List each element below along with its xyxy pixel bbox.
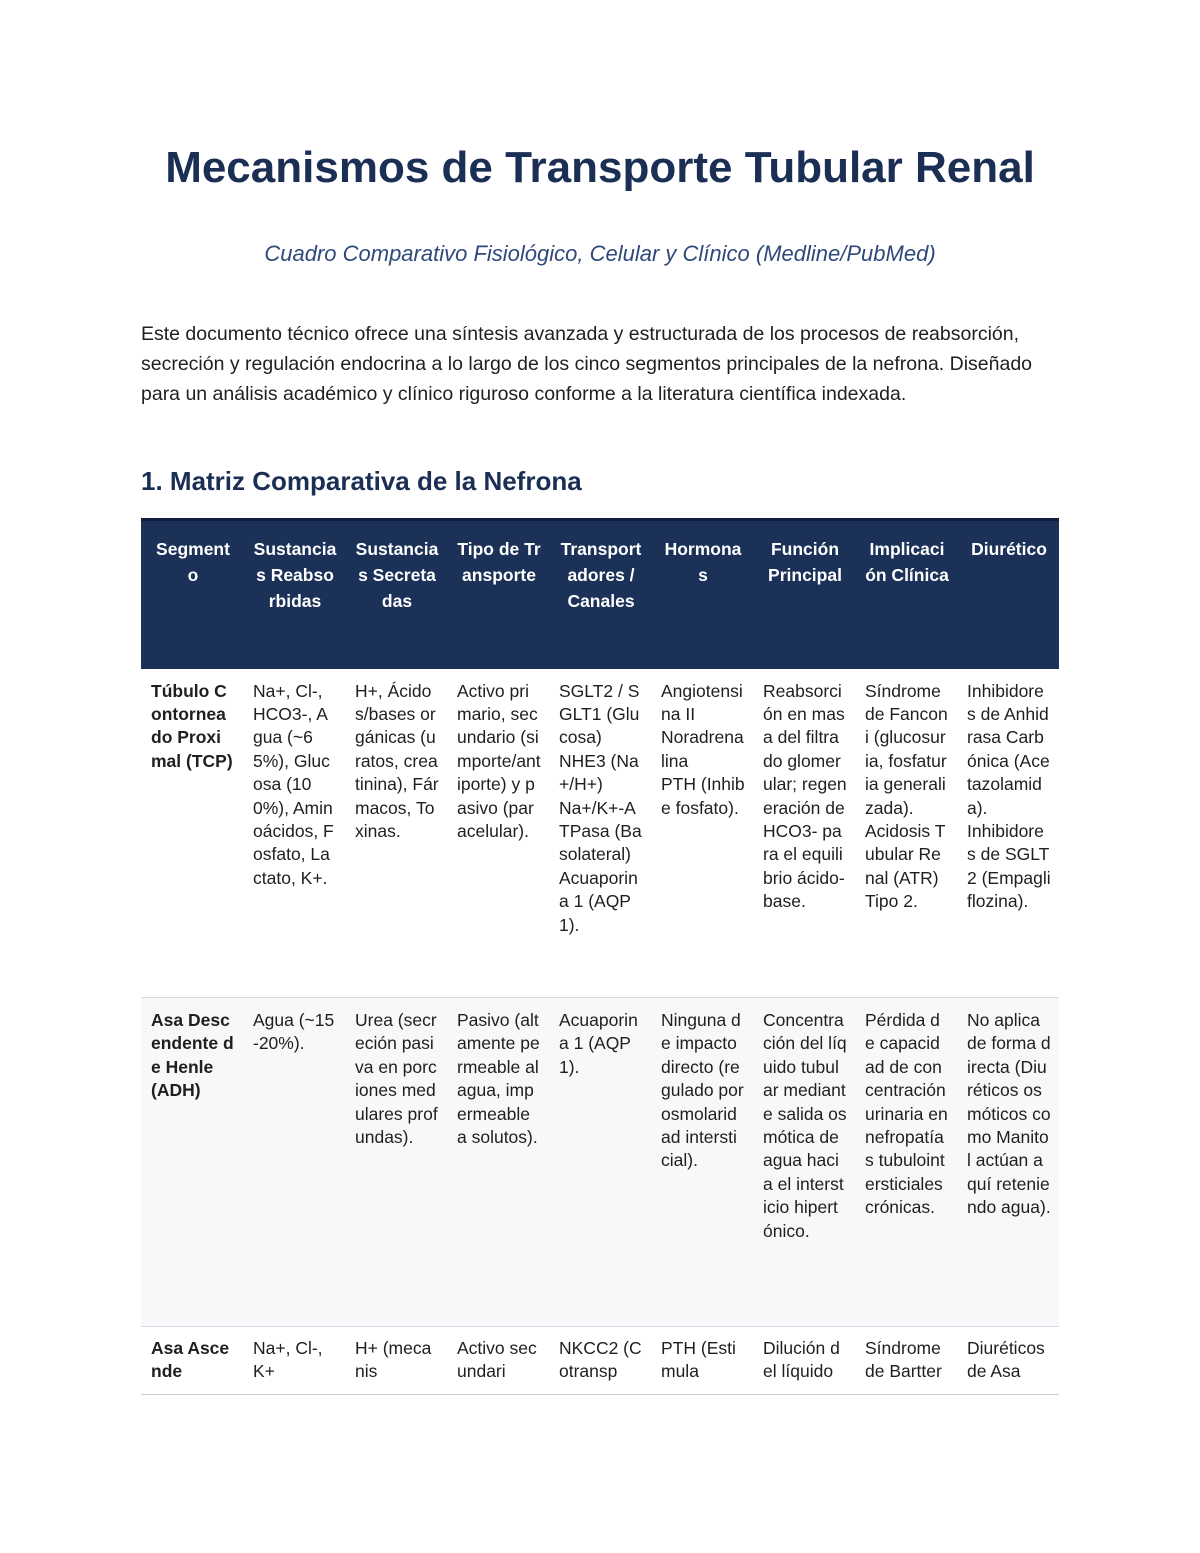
cell-diuretico — [957, 1327, 1059, 1395]
cell-funcion: Dilución del líquido — [753, 1327, 855, 1395]
cell-segmento: Túbulo Contorneado Proximal (TCP) — [141, 669, 243, 998]
header-transportadores: Transportadores / Canales — [549, 520, 651, 669]
document-title: Mecanismos de Transporte Tubular Renal — [165, 143, 1035, 192]
cell-diuretico — [957, 669, 1059, 998]
table-header-row — [141, 520, 1059, 669]
cell-hormonas — [651, 998, 753, 1327]
cell-segmento: Asa Descendente de Henle (ADH) — [141, 998, 243, 1327]
cell-clinica — [855, 998, 957, 1327]
transportador-item: NHE3 (Na+/H+) — [559, 750, 639, 795]
cell-diuretico — [957, 998, 1059, 1327]
hormona-item: Noradrenalina — [661, 727, 744, 771]
cell-tipo: Activo primario, secundario (simporte/antiporte) y pasivo (paracelular). — [447, 669, 549, 998]
header-tipo: Tipo de Transporte — [447, 520, 549, 669]
cell-reabsorbidas: Agua (~15-20%). — [243, 998, 345, 1327]
transportador-item: Acuaporina 1 (AQP1). — [559, 867, 638, 935]
table-row — [141, 998, 1059, 1327]
clinica-item: Síndrome de Fanconi (glucosuria, fosfaturia generalizada). — [865, 680, 948, 818]
transportador-item: Acuaporina 1 (AQP1). — [559, 1010, 638, 1077]
cell-tipo: Activo secundari — [447, 1327, 549, 1395]
header-diuretico: Diurético — [957, 520, 1059, 669]
cell-hormonas — [651, 1327, 753, 1395]
diuretico-item: Diuréticos de Asa — [967, 1338, 1045, 1382]
document-subtitle: Cuadro Comparativo Fisiológico, Celular y Clínico (Medline/PubMed) — [264, 241, 936, 266]
clinica-item: Acidosis Tubular Renal (ATR) Tipo 2. — [865, 820, 946, 912]
diuretico-item: Inhibidores de SGLT2 (Empagliflozina). — [967, 820, 1051, 912]
header-reabsorbidas: Sustancias Reabsorbidas — [243, 520, 345, 669]
section-title: 1. Matriz Comparativa de la Nefrona — [141, 466, 582, 496]
cell-hormonas — [651, 669, 753, 998]
hormona-item: PTH (Inhibe fosfato). — [661, 774, 745, 818]
table-row — [141, 1327, 1059, 1395]
cell-secretadas: Urea (secreción pasiva en porciones medulares profundas). — [345, 998, 447, 1327]
header-hormonas: Hormonas — [651, 520, 753, 669]
diuretico-item: No aplica de forma directa (Diuréticos osmóticos como Manitol actúan aquí reteniendo agua). — [967, 1010, 1051, 1218]
hormona-item: Ninguna de impacto directo (regulado por osmolaridad intersticial). — [661, 1010, 744, 1171]
header-segmento: Segmento — [141, 520, 243, 669]
nephron-comparison-table — [141, 518, 1059, 1395]
diuretico-item: Inhibidores de Anhidrasa Carbónica (Acetazolamida). — [967, 680, 1050, 818]
cell-transportadores — [549, 1327, 651, 1395]
cell-clinica — [855, 1327, 957, 1395]
transportador-item: Na+/K+-ATPasa (Basolateral) — [559, 797, 642, 865]
header-funcion: Función Principal — [753, 520, 855, 669]
header-secretadas: Sustancias Secretadas — [345, 520, 447, 669]
cell-funcion: Reabsorción en masa del filtrado glomerular; regeneración de HCO3- para el equilibrio ácido-base. — [753, 669, 855, 998]
hormona-item: PTH (Estimula — [661, 1338, 736, 1382]
cell-tipo: Pasivo (altamente permeable al agua, impermeable a solutos). — [447, 998, 549, 1327]
header-clinica: Implicación Clínica — [855, 520, 957, 669]
cell-reabsorbidas: Na+, Cl-, K+ — [243, 1327, 345, 1395]
hormona-item: Angiotensina II — [661, 680, 743, 724]
cell-clinica — [855, 669, 957, 998]
clinica-item: Pérdida de capacidad de concentración urinaria en nefropatías tubulointersticiales crónicas. — [865, 1010, 948, 1218]
intro-paragraph: Este documento técnico ofrece una síntesis avanzada y estructurada de los procesos de reabsorción, secreción y regulación endocrina a lo largo de los cinco segmentos principales de la nefrona. Diseñado para un análisis académico y clínico riguroso conforme a la literatura científica indexada. — [141, 323, 1033, 405]
cell-funcion: Concentración del líquido tubular mediante salida osmótica de agua hacia el intersticio hipertónico. — [753, 998, 855, 1327]
transportador-item: SGLT2 / SGLT1 (Glucosa) — [559, 680, 640, 748]
cell-reabsorbidas: Na+, Cl-, HCO3-, Agua (~65%), Glucosa (100%), Aminoácidos, Fosfato, Lactato, K+. — [243, 669, 345, 998]
cell-transportadores — [549, 669, 651, 998]
cell-transportadores — [549, 998, 651, 1327]
cell-secretadas: H+ (mecanis — [345, 1327, 447, 1395]
table-row — [141, 669, 1059, 998]
clinica-item: Síndrome de Bartter — [865, 1338, 942, 1382]
cell-secretadas: H+, Ácidos/bases orgánicas (uratos, creatinina), Fármacos, Toxinas. — [345, 669, 447, 998]
transportador-item: NKCC2 (Cotransp — [559, 1338, 642, 1382]
cell-segmento: Asa Ascende — [141, 1327, 243, 1395]
